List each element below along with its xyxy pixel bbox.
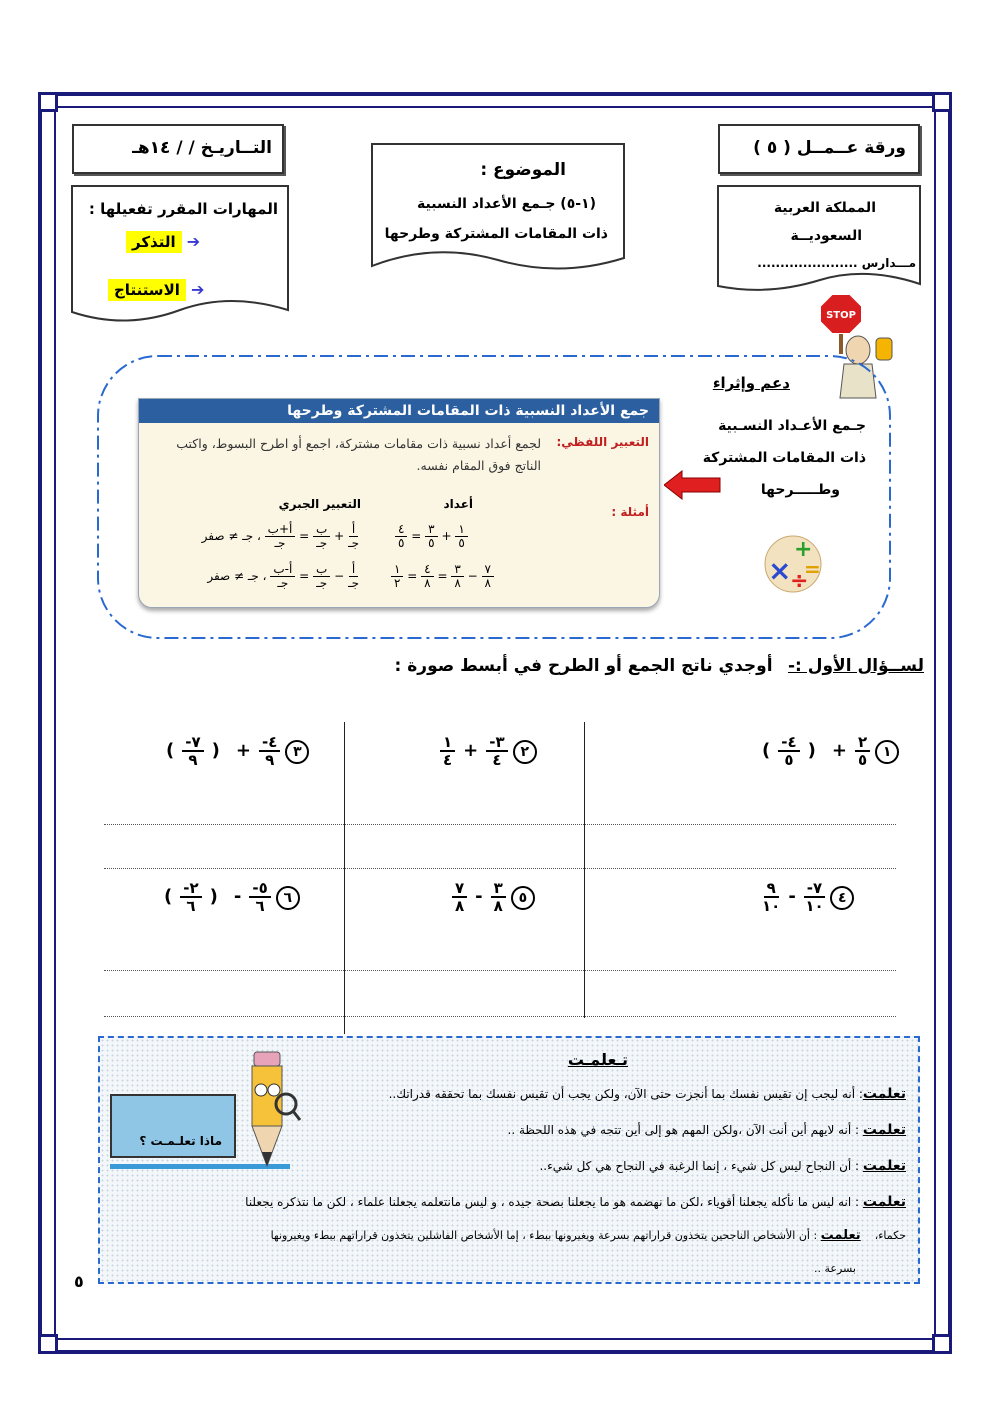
date-box: [72, 124, 284, 174]
math-symbols-icon: [760, 532, 826, 596]
problem-number: ٣: [285, 740, 309, 764]
enrichment-title: دعم وإثراء: [712, 374, 790, 392]
learned-section: [98, 1036, 920, 1284]
grid-divider: [344, 722, 345, 1034]
subject-line-2: ذات المقامات المشتركة وطرحها: [384, 226, 608, 242]
country-line-2: السعوديــة: [790, 228, 862, 244]
enrichment-line-1: جـمع الأعـداد النسـبية: [718, 418, 866, 434]
problem-number: ٢: [513, 740, 537, 764]
learned-row: حكماء،تعلمت : أن الأشخاص الناجحين يتخذون قراراتهم بسرعة ويغيرونها ببطء ، إما الأشخاص الفاشلين يتخذون قراراتهم ببطء ويغيرونها: [270, 1228, 906, 1243]
answer-line: [104, 868, 896, 869]
country-line-1: المملكة العربية: [773, 200, 876, 216]
col-algebra: التعبير الجبري: [278, 497, 361, 511]
answer-line: [104, 824, 896, 825]
frame-corner: [38, 92, 58, 112]
bullet-arrow-icon: ➔: [186, 232, 201, 251]
problem-number: ٦: [276, 886, 300, 910]
skills-title: المهارات المقرر تفعيلها :: [88, 200, 278, 218]
frame-corner: [932, 92, 952, 112]
rule-table-heading: جمع الأعداد النسبية ذات المقامات المشتركة وطرحها: [139, 399, 659, 423]
what-learned-box: [110, 1094, 236, 1158]
learned-title: تـعلمـت: [567, 1050, 628, 1069]
left-arrow-icon: [664, 470, 722, 500]
learned-tail: بسرعة ..: [814, 1262, 856, 1275]
answer-line: [104, 970, 896, 971]
question-text: أوجدي ناتج الجمع أو الطرح في أبسط صورة :: [394, 656, 773, 676]
problem-4: $\frac{٩}{١٠}$ - $\frac{-٧}{١٠}$ ٤: [762, 880, 854, 914]
rule-table: [138, 398, 660, 608]
worksheet-title: ورقة عــمــل ( ٥ ): [753, 138, 906, 158]
col-numbers: أعداد: [443, 497, 473, 511]
pencil-character-icon: [232, 1048, 304, 1176]
examples-label: أمثلة :: [611, 505, 649, 519]
verbal-text: لجمع أعداد نسبية ذات مقامات مشتركة، اجمع أو اطرح البسوط، واكتب الناتج فوق المقام نفسه.: [176, 436, 541, 473]
example-2-numbers: $\frac{١}{٢}$ = $\frac{٤}{٨}$ = $\frac{٣}{٨}$ − $\frac{٧}{٨}$: [391, 563, 494, 590]
learned-row: تعلمت : انه ليس ما نأكله يجعلنا أقوياء ،لكن ما نهضمه هو ما يجعلنا بصحة جيده ، و ليس مانتعلمه يجعلنا علماء ، لكن ما نتذكره يجعلنا: [245, 1194, 906, 1210]
question-heading: [395, 656, 924, 676]
country-box: [716, 184, 922, 296]
answer-line: [104, 1016, 896, 1017]
skills-box: [70, 184, 290, 344]
svg-text:×: ×: [768, 554, 792, 587]
what-learned-label: ماذا تعلـمـت ؟: [139, 1134, 222, 1148]
problem-1: ( $\frac{-٤}{٥}$ ) + $\frac{٢}{٥}$ ١: [754, 734, 899, 768]
svg-text:STOP: STOP: [826, 310, 856, 321]
worksheet-title-box: [718, 124, 920, 174]
grid-divider: [584, 722, 585, 1018]
skill-item: [126, 232, 200, 251]
svg-text:÷: ÷: [790, 569, 809, 594]
frame-corner: [932, 1334, 952, 1354]
bullet-arrow-icon: ➔: [190, 280, 205, 299]
subject-line-1: (١-٥) جـمع الأعداد النسبية: [417, 196, 596, 212]
example-1-algebra: $\frac{\text{أ}}{\text{جـ}}$ + $\frac{\text{ب}}{\text{جـ}}$ = $\frac{\text{أ+ب}}{\text{جـ}}$ ، جـ ≠ صفر: [201, 522, 359, 550]
question-label: لســؤال الأول :-: [787, 656, 924, 676]
skill-remember: التذكر: [126, 231, 182, 253]
enrichment-line-2: ذات المقامات المشتركة: [702, 450, 866, 466]
date-label: التــاريـخ / / ١٤هـ: [132, 138, 272, 158]
skill-item: [108, 280, 204, 299]
verbal-label: التعبير اللفظي:: [556, 435, 649, 449]
learned-row: تعلمت : أن النجاح ليس كل شيء ، إنما الرغبة في النجاح هي كل شيء..: [539, 1158, 906, 1174]
learned-row: تعلمت : أنه لايهم أين أنت الآن ،ولكن المهم هو إلى أين تتجه في هذه اللحظة ..: [507, 1122, 906, 1138]
problem-2: $\frac{١}{٤}$ + $\frac{-٣}{٤}$ ٢: [440, 734, 537, 768]
problem-6: ( $\frac{-٢}{٦}$ ) - $\frac{-٥}{٦}$ ٦: [156, 880, 300, 914]
page-number: ٥: [74, 1272, 84, 1291]
example-1-numbers: $\frac{٤}{٥}$ = $\frac{٣}{٥}$ + $\frac{١}{٥}$: [395, 523, 468, 550]
problem-5: $\frac{٧}{٨}$ - $\frac{٣}{٨}$ ٥: [452, 880, 535, 914]
enrichment-line-3: وطـــــرحها: [760, 482, 840, 498]
problem-number: ٤: [830, 886, 854, 910]
subject-box: [370, 142, 626, 270]
svg-text:+: +: [794, 537, 813, 562]
example-2-algebra: $\frac{\text{أ}}{\text{جـ}}$ − $\frac{\text{ب}}{\text{جـ}}$ = $\frac{\text{أ-ب}}{\text{جـ}}$ ، جـ ≠ صفر: [207, 562, 359, 590]
problem-number: ١: [875, 740, 899, 764]
learned-row: تعلمت: أنه ليجب إن تقيس نفسك بما أنجزت حتى الآن، ولكن يجب أن تقيس نفسك بما تحققه قدراتك..: [388, 1086, 906, 1102]
problem-3: ( $\frac{-٧}{٩}$ ) + $\frac{-٤}{٩}$ ٣: [158, 734, 309, 768]
school-line: مـــدارس ......................: [757, 256, 916, 270]
skill-deduce: الاستنتاج: [108, 279, 186, 301]
problem-number: ٥: [511, 886, 535, 910]
frame-corner: [38, 1334, 58, 1354]
subject-label: الموضوع :: [480, 160, 566, 180]
svg-text:=: =: [804, 557, 821, 581]
